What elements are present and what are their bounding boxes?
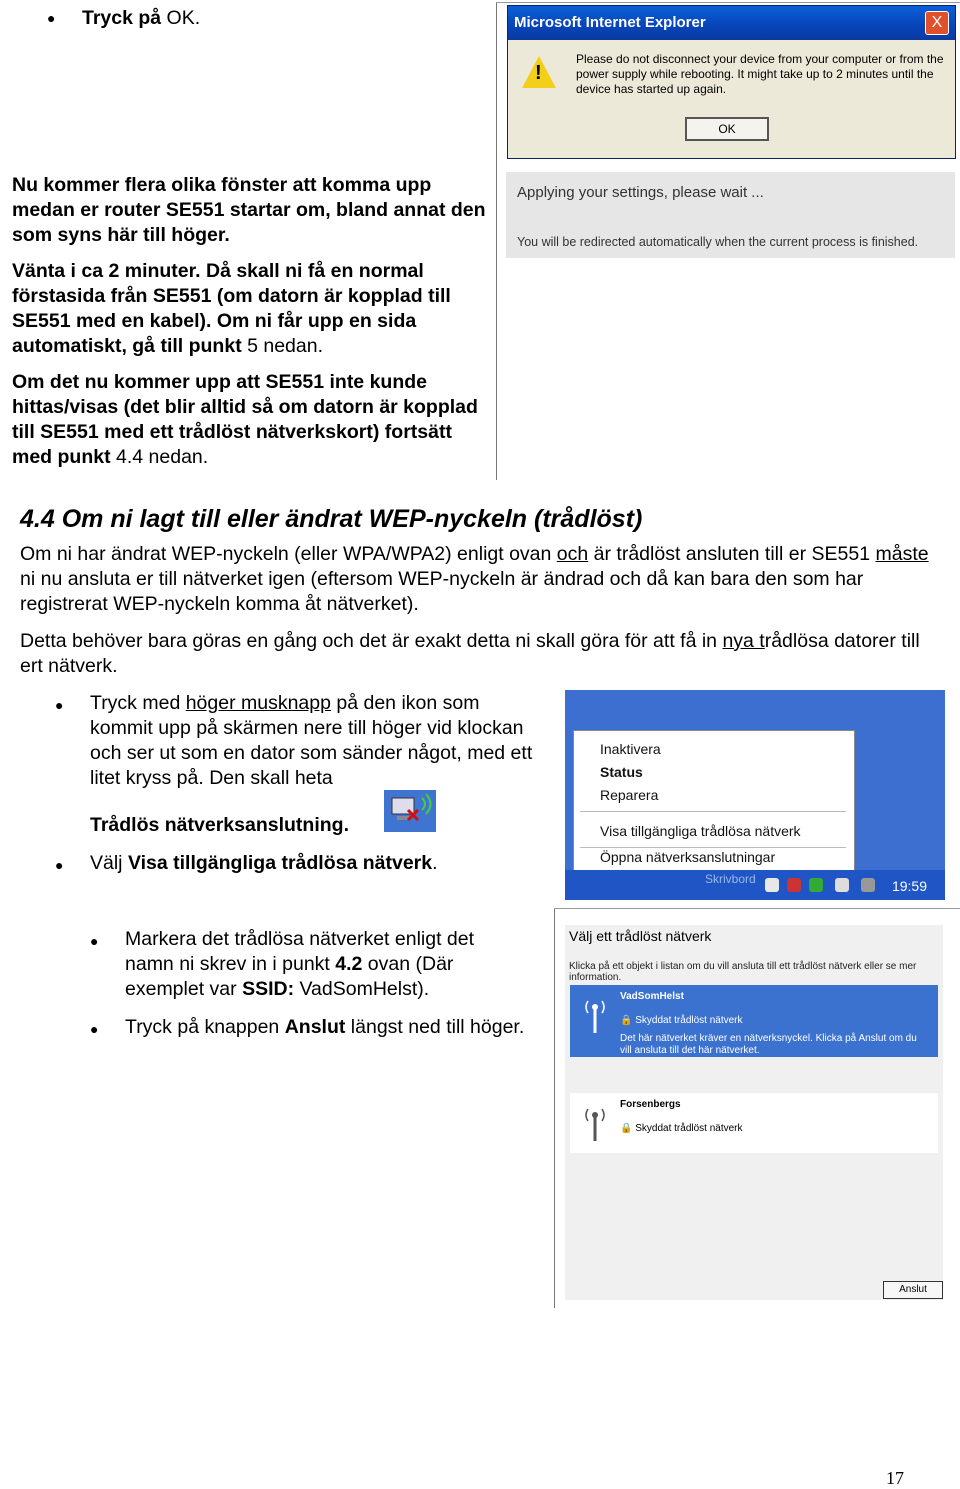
step3-bold-2: SSID: — [242, 978, 295, 1000]
redirect-notice: You will be redirected automatically when the current process is finished. — [517, 235, 919, 249]
warning-glyph: ! — [535, 62, 542, 84]
section-p1-c: ni nu ansluta er till nätverket igen (eftersom WEP-nyckeln är ändrad och då kan bara den som har registrerat WEP-nyckeln komma åt nätverket). — [20, 568, 864, 615]
step2-a: Välj — [90, 852, 128, 874]
bullet-marker: ● — [47, 10, 56, 26]
tryck-ok-line — [82, 6, 200, 31]
intro-p2 — [12, 259, 487, 359]
step1-a: Tryck med — [90, 692, 186, 714]
bullet-marker: ● — [55, 857, 64, 873]
antenna-icon — [584, 1103, 606, 1143]
network-item-selected[interactable] — [570, 985, 938, 1057]
menu-separator — [580, 811, 846, 812]
tryck-ok-text: OK. — [161, 7, 201, 29]
step4-bold: Anslut — [284, 1016, 346, 1038]
menu-separator — [580, 847, 846, 848]
divider-horizontal-2 — [554, 908, 960, 909]
lock-status-text: Skyddat trådlöst nätverk — [635, 1015, 743, 1026]
wireless-list-subtitle: Klicka på ett objekt i listan om du vill ansluta till ett trådlöst nätverk eller se mer information. — [569, 961, 917, 983]
step2-bold: Visa tillgängliga trådlösa nätverk — [127, 852, 433, 874]
lock-status-text: Skyddat trådlöst nätverk — [635, 1123, 743, 1134]
network-name: Forsenbergs — [620, 1099, 681, 1110]
bullet-marker: ● — [90, 1021, 99, 1037]
network-description: Det här nätverket kräver en nätverksnyckel. Klicka på Anslut om du vill ansluta till det här nätverket. — [620, 1033, 917, 1056]
divider-vertical-2 — [554, 908, 555, 1308]
section-p1-a: Om ni har ändrat WEP-nyckeln (eller WPA/WPA2) enligt ovan — [20, 543, 557, 565]
warning-icon — [522, 56, 556, 88]
step4-b: längst ned till höger. — [345, 1016, 525, 1038]
section-p2 — [20, 629, 940, 679]
tray-icon[interactable] — [809, 878, 823, 892]
menu-item-reparera[interactable]: Reparera — [600, 787, 659, 803]
network-tray-icon[interactable] — [787, 878, 801, 892]
taskbar-label: Skrivbord — [705, 872, 756, 886]
wireless-list-title: Välj ett trådlöst nätverk — [569, 928, 712, 944]
section-p1-och: och — [556, 543, 589, 565]
step1-link: höger musknapp — [185, 692, 331, 714]
intro-p1: Nu kommer flera olika fönster att komma upp medan er router SE551 startar om, bland annat den som syns här till höger. — [12, 174, 486, 246]
intro-p3 — [12, 370, 487, 470]
bullet-marker: ● — [55, 697, 64, 713]
applying-settings-screenshot — [506, 172, 955, 258]
step3-bold-1: 4.2 — [335, 953, 363, 975]
lock-status: 🔒 Skyddat trådlöst nätverk — [620, 1123, 743, 1134]
menu-item-inaktivera[interactable]: Inaktivera — [600, 741, 661, 757]
tray-icon[interactable] — [835, 878, 849, 892]
intro-p2-tail: 5 nedan. — [241, 335, 324, 357]
intro-p3-bold: Om det nu kommer upp att SE551 inte kunde hittas/visas (det blir alltid så om datorn är kopplad till SE551 med ett trådlöst nätverkskort) fortsätt med punkt — [12, 371, 478, 468]
tryck-ok-bold: Tryck på — [82, 7, 162, 29]
applying-settings-line: Applying your settings, please wait ... — [517, 184, 764, 201]
ie-dialog-screenshot — [507, 5, 956, 159]
step-select-network — [125, 927, 525, 1002]
step-right-click — [90, 691, 540, 791]
pen-icon[interactable] — [861, 878, 875, 892]
menu-item-oppna-anslutningar[interactable]: Öppna nätverksanslutningar — [600, 849, 776, 865]
step-show-networks — [90, 851, 438, 876]
network-name: VadSomHelst — [620, 991, 684, 1002]
ok-button[interactable]: OK — [685, 117, 769, 141]
menu-item-visa-natverk[interactable]: Visa tillgängliga trådlösa nätverk — [600, 823, 801, 839]
context-menu — [573, 730, 855, 872]
tray-icon[interactable] — [765, 878, 779, 892]
network-item[interactable] — [570, 1093, 938, 1153]
step3-c: VadSomHelst). — [294, 978, 430, 1000]
wireless-network-icon — [384, 790, 436, 832]
close-icon[interactable]: X — [925, 11, 949, 35]
page-number: 17 — [886, 1468, 904, 1488]
step3-a: Markera det trådlösa nätverket enligt det namn ni skrev in i punkt — [125, 928, 475, 975]
ie-dialog-title: Microsoft Internet Explorer — [508, 6, 955, 40]
step1-bold: Trådlös nätverksanslutning. — [90, 814, 349, 836]
section-p2-b: rådlösa datorer till ert nätverk. — [20, 630, 920, 677]
wireless-network-list-screenshot — [565, 925, 943, 1300]
connect-button[interactable]: Anslut — [883, 1281, 943, 1299]
taskbar — [565, 870, 945, 900]
intro-p2-bold: Vänta i ca 2 minuter. Då skall ni få en normal förstasida från SE551 (om datorn är kopplad till SE551 med en kabel). Om ni får upp en sida automatiskt, gå till punkt — [12, 260, 451, 357]
intro-p3-tail: 4.4 nedan. — [110, 446, 209, 468]
step2-b: . — [432, 852, 438, 874]
section-p1-maste: måste — [875, 543, 929, 565]
section-p2-nya: nya t — [722, 630, 765, 652]
step1-b: på den ikon som kommit upp på skärmen nere till höger vid klockan och ser ut som en dator som sänder något, med ett litet kryss på. Den skall heta — [90, 692, 533, 789]
step3-b: ovan (Där exemplet var — [125, 953, 454, 1000]
clock: 19:59 — [891, 878, 927, 894]
step4-a: Tryck på knappen — [125, 1016, 285, 1038]
lock-status: 🔒 Skyddat trådlöst nätverk — [620, 1015, 743, 1026]
menu-item-status[interactable]: Status — [600, 764, 643, 780]
section-p1-b: är trådlöst ansluten till er SE551 — [588, 543, 876, 565]
bullet-marker: ● — [90, 933, 99, 949]
ie-dialog-message: Please do not disconnect your device from your computer or from the power supply while rebooting. It might take up to 2 minutes until the device has started up again. — [576, 52, 944, 96]
antenna-icon — [584, 995, 606, 1035]
divider-horizontal — [496, 2, 960, 3]
context-menu-screenshot — [565, 690, 945, 900]
section-p1 — [20, 542, 940, 617]
divider-vertical — [496, 2, 497, 480]
step-connect — [125, 1015, 525, 1040]
section-p2-a: Detta behöver bara göras en gång och det är exakt detta ni skall göra för att få in — [20, 630, 723, 652]
section-heading: 4.4 Om ni lagt till eller ändrat WEP-nyckeln (trådlöst) — [20, 505, 643, 533]
